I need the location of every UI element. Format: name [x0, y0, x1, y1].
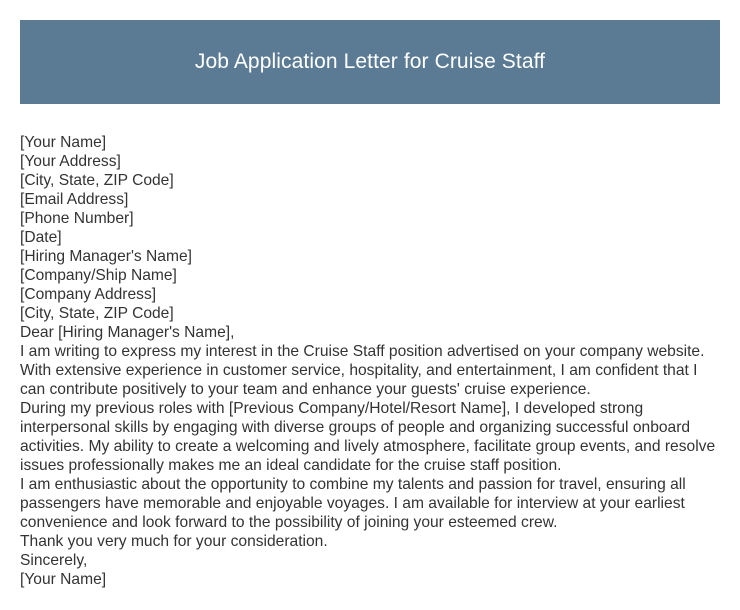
letter-body: [20, 133, 720, 589]
letter-date: [Date]: [20, 229, 62, 246]
recipient-block: [20, 247, 720, 323]
closing: Sincerely,: [20, 552, 88, 569]
sender-city-state-zip: [City, State, ZIP Code]: [20, 172, 174, 189]
title-banner: [20, 20, 720, 104]
recipient-city-state-zip: [City, State, ZIP Code]: [20, 305, 174, 322]
body-paragraph-enthusiasm: I am enthusiastic about the opportunity to combine my talents and passion for travel, ensuring all passengers have memorable and enjoyable voyages. I am available for interview at your earliest convenience and look forward to the possibility of joining your esteemed crew.: [20, 476, 686, 531]
page-title: Job Application Letter for Cruise Staff: [194, 50, 546, 73]
sender-name: [Your Name]: [20, 134, 107, 151]
signature: [Your Name]: [20, 571, 107, 588]
sender-block: [20, 133, 720, 247]
recipient-company: [Company/Ship Name]: [20, 267, 177, 284]
recipient-name: [Hiring Manager's Name]: [20, 248, 192, 265]
body-paragraph-intro: I am writing to express my interest in the Cruise Staff position advertised on your company website. With extensive experience in customer service, hospitality, and entertainment, I am confident that I can contribute positively to your team and enhance your guests' cruise experience.: [20, 343, 705, 398]
salutation: Dear [Hiring Manager's Name],: [20, 324, 235, 341]
recipient-address: [Company Address]: [20, 286, 157, 303]
body-paragraph-thanks: Thank you very much for your consideration.: [20, 533, 328, 550]
sender-phone: [Phone Number]: [20, 210, 134, 227]
sender-address: [Your Address]: [20, 153, 121, 170]
body-paragraph-experience: During my previous roles with [Previous Company/Hotel/Resort Name], I developed strong interpersonal skills by engaging with diverse groups of people and organizing successful onboard activities. My ability to create a welcoming and lively atmosphere, facilitate group events, and resolve issues professionally makes me an ideal candidate for the cruise staff position.: [20, 400, 716, 474]
sender-email: [Email Address]: [20, 191, 129, 208]
